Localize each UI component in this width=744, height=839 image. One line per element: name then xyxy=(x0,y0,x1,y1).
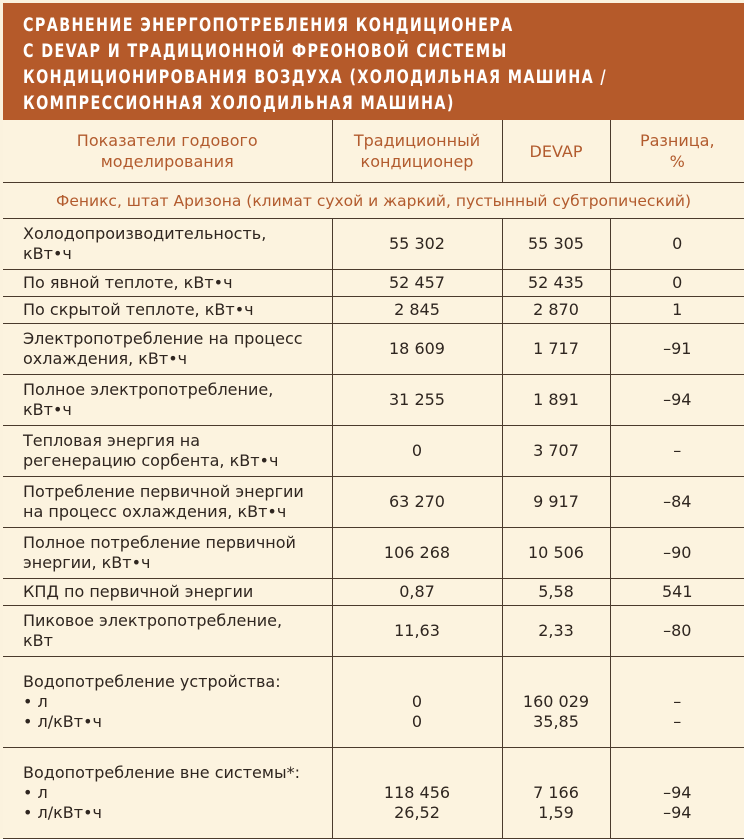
devap-value: 52 435 xyxy=(502,270,610,297)
devap-value: 1 717 xyxy=(502,324,610,375)
devap-value: 5,58 xyxy=(502,579,610,606)
devap-value-cell xyxy=(502,748,610,839)
devap-value: 3 707 xyxy=(502,426,610,477)
indicator-text: регенерацию сорбента, кВт•ч xyxy=(23,451,332,471)
indicator-unit: • л xyxy=(23,692,332,712)
traditional-value: 55 302 xyxy=(332,219,502,270)
indicator-text: По скрытой теплоте, кВт•ч xyxy=(23,300,332,320)
table-body xyxy=(3,183,744,839)
indicator-text: Холодопроизводительность, xyxy=(23,224,332,244)
traditional-value: 0 xyxy=(333,692,502,712)
indicator-cell xyxy=(3,426,332,477)
difference-value-cell xyxy=(610,748,744,839)
indicator-text: кВт xyxy=(23,631,332,651)
devap-value: 160 029 xyxy=(503,692,610,712)
devap-value: 2 870 xyxy=(502,297,610,324)
difference-value: –94 xyxy=(611,803,744,823)
indicator-cell xyxy=(3,324,332,375)
header-text: Показатели годового xyxy=(3,130,332,151)
indicator-text: кВт•ч xyxy=(23,400,332,420)
header-text: Разница, xyxy=(611,130,744,151)
difference-value: –91 xyxy=(610,324,744,375)
indicator-text: Потребление первичной энергии xyxy=(23,482,332,502)
table-row xyxy=(3,657,744,748)
difference-value: 541 xyxy=(610,579,744,606)
devap-value: 1 891 xyxy=(502,375,610,426)
difference-value: –84 xyxy=(610,477,744,528)
traditional-value: 118 456 xyxy=(333,783,502,803)
indicator-unit: • л xyxy=(23,783,332,803)
traditional-value: 2 845 xyxy=(332,297,502,324)
region-label: Феникс, штат Аризона (климат сухой и жаркий, пустынный субтропический) xyxy=(3,183,744,219)
title-line: КОМПРЕССИОННАЯ ХОЛОДИЛЬНАЯ МАШИНА) xyxy=(23,91,643,117)
traditional-value: 18 609 xyxy=(332,324,502,375)
header-traditional xyxy=(332,120,502,183)
indicator-text: Полное потребление первичной xyxy=(23,533,332,553)
traditional-value: 52 457 xyxy=(332,270,502,297)
difference-value-cell xyxy=(610,657,744,748)
comparison-table xyxy=(3,120,744,839)
header-devap: DEVAP xyxy=(502,120,610,183)
traditional-value: 0,87 xyxy=(332,579,502,606)
indicator-text: КПД по первичной энергии xyxy=(23,582,332,602)
indicator-text: кВт•ч xyxy=(23,244,332,264)
header-text: % xyxy=(611,151,744,172)
difference-value: –80 xyxy=(610,606,744,657)
difference-value: –94 xyxy=(610,375,744,426)
difference-value: 0 xyxy=(610,219,744,270)
difference-value: 0 xyxy=(610,270,744,297)
indicator-text: Полное электропотребление, xyxy=(23,380,332,400)
indicator-unit: • л/кВт•ч xyxy=(23,803,332,823)
title-bar xyxy=(3,3,744,120)
devap-value: 10 506 xyxy=(502,528,610,579)
indicator-cell xyxy=(3,606,332,657)
header-difference xyxy=(610,120,744,183)
indicator-cell xyxy=(3,579,332,606)
indicator-text: Водопотребление вне системы*: xyxy=(23,763,332,783)
title-line: КОНДИЦИОНИРОВАНИЯ ВОЗДУХА (ХОЛОДИЛЬНАЯ МАШИНА / xyxy=(23,65,643,91)
table-row xyxy=(3,748,744,839)
traditional-value: 0 xyxy=(332,426,502,477)
indicator-text: По явной теплоте, кВт•ч xyxy=(23,273,332,293)
table-row xyxy=(3,375,744,426)
comparison-table-container xyxy=(3,120,744,839)
traditional-value: 31 255 xyxy=(332,375,502,426)
difference-value: –94 xyxy=(611,783,744,803)
indicator-cell xyxy=(3,748,332,839)
table-row xyxy=(3,426,744,477)
indicator-cell xyxy=(3,219,332,270)
indicator-text: на процесс охлаждения, кВт•ч xyxy=(23,502,332,522)
table-row xyxy=(3,606,744,657)
title-line: С DEVAP И ТРАДИЦИОННОЙ ФРЕОНОВОЙ СИСТЕМЫ xyxy=(23,39,643,65)
difference-value: –90 xyxy=(610,528,744,579)
traditional-value-cell xyxy=(332,748,502,839)
difference-value: – xyxy=(611,692,744,712)
devap-value: 2,33 xyxy=(502,606,610,657)
traditional-value: 0 xyxy=(333,712,502,732)
indicator-text: энергии, кВт•ч xyxy=(23,553,332,573)
indicator-text: Тепловая энергия на xyxy=(23,431,332,451)
table-row xyxy=(3,477,744,528)
difference-value: – xyxy=(611,712,744,732)
header-row xyxy=(3,120,744,183)
difference-value: – xyxy=(610,426,744,477)
table-row xyxy=(3,579,744,606)
indicator-unit: • л/кВт•ч xyxy=(23,712,332,732)
devap-value: 55 305 xyxy=(502,219,610,270)
table-row xyxy=(3,528,744,579)
traditional-value: 26,52 xyxy=(333,803,502,823)
indicator-text: Водопотребление устройства: xyxy=(23,672,332,692)
table-row xyxy=(3,219,744,270)
traditional-value: 11,63 xyxy=(332,606,502,657)
header-text: кондиционер xyxy=(333,151,502,172)
traditional-value: 63 270 xyxy=(332,477,502,528)
header-text: моделирования xyxy=(3,151,332,172)
indicator-text: охлаждения, кВт•ч xyxy=(23,349,332,369)
traditional-value-cell xyxy=(332,657,502,748)
header-text: Традиционный xyxy=(333,130,502,151)
table-row xyxy=(3,270,744,297)
indicator-cell xyxy=(3,375,332,426)
header-indicator xyxy=(3,120,332,183)
indicator-cell xyxy=(3,270,332,297)
difference-value: 1 xyxy=(610,297,744,324)
indicator-text: Пиковое электропотребление, xyxy=(23,611,332,631)
traditional-value: 106 268 xyxy=(332,528,502,579)
devap-value-cell xyxy=(502,657,610,748)
table-row xyxy=(3,297,744,324)
indicator-cell xyxy=(3,657,332,748)
title-line: СРАВНЕНИЕ ЭНЕРГОПОТРЕБЛЕНИЯ КОНДИЦИОНЕРА xyxy=(23,13,643,39)
region-row xyxy=(3,183,744,219)
indicator-cell xyxy=(3,297,332,324)
devap-value: 35,85 xyxy=(503,712,610,732)
indicator-text: Электропотребление на процесс xyxy=(23,329,332,349)
devap-value: 1,59 xyxy=(503,803,610,823)
indicator-cell xyxy=(3,528,332,579)
devap-value: 9 917 xyxy=(502,477,610,528)
devap-value: 7 166 xyxy=(503,783,610,803)
indicator-cell xyxy=(3,477,332,528)
table-row xyxy=(3,324,744,375)
